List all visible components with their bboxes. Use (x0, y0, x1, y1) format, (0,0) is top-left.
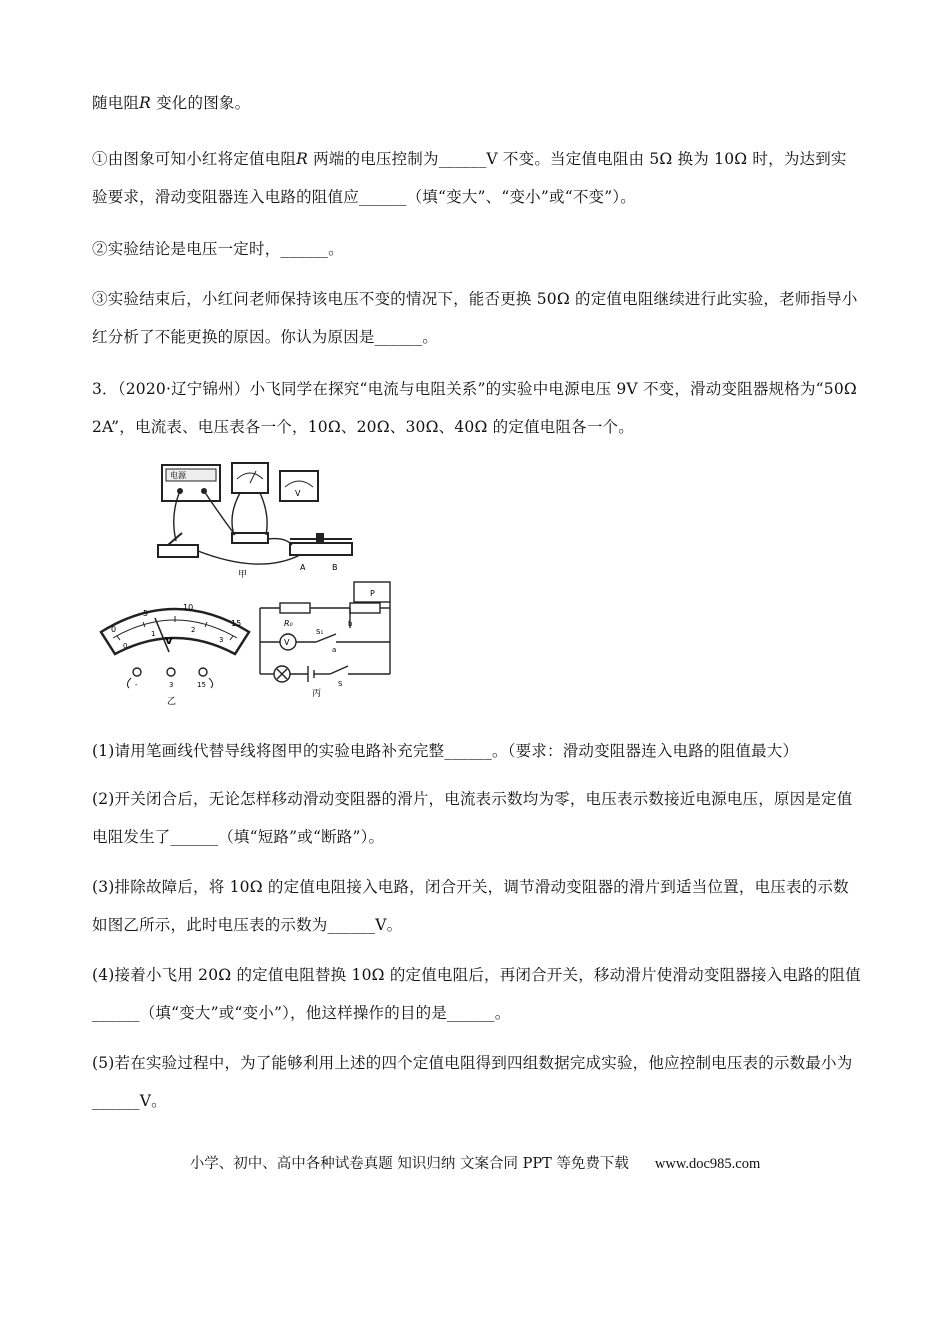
question-3-5: (5)若在实验过程中，为了能够利用上述的四个定值电阻得到四组数据完成实验，他应控制电压表的示数最小为______V。 (92, 1054, 853, 1110)
footer-text: 小学、初中、高中各种试卷真题 知识归纳 文案合同 PPT 等免费下载 (189, 1156, 629, 1172)
fixed-resistor (232, 533, 268, 543)
svg-text:S₁: S₁ (316, 628, 324, 636)
svg-text:V: V (284, 638, 290, 647)
svg-text:0: 0 (123, 642, 128, 650)
paragraph-intro: 随电阻R 变化的图象。 (92, 94, 251, 112)
power-supply-label: 电源 (170, 471, 186, 480)
svg-text:P: P (370, 589, 375, 598)
svg-text:V: V (295, 489, 301, 498)
switch (158, 545, 198, 557)
question-3-4: (4)接着小飞用 20Ω 的定值电阻替换 10Ω 的定值电阻后，再闭合开关，移动滑片使滑动变阻器接入电路的阻值______（填“变大”或“变小”），他这样操作的目的是______。 (92, 966, 861, 1022)
rheostat (290, 543, 352, 555)
question-3-2: (2)开关闭合后，无论怎样移动滑动变阻器的滑片，电流表示数均为零，电压表示数接近电源电压，原因是定值电阻发生了______（填“短路”或“断路”）。 (92, 790, 853, 846)
page-footer (0, 1152, 950, 1173)
svg-text:b: b (348, 620, 353, 628)
svg-text:A: A (300, 563, 306, 572)
svg-text:S: S (338, 680, 343, 688)
svg-text:B: B (332, 563, 338, 572)
figure-caption-b: 乙 (167, 697, 177, 707)
question-2-3: ③实验结束后，小红问老师保持该电压不变的情况下，能否更换 50Ω 的定值电阻继续进行此实验，老师指导小红分析了不能更换的原因。你认为原因是______。 (92, 290, 858, 346)
svg-text:15: 15 (231, 619, 242, 628)
footer-url[interactable]: www.doc985.com (654, 1156, 761, 1172)
figure-caption-a: 甲 (238, 570, 248, 580)
svg-text:a: a (332, 646, 337, 654)
svg-text:15: 15 (197, 681, 206, 689)
figure-caption-c: 丙 (312, 689, 322, 698)
question-2-2: ②实验结论是电压一定时，______。 (92, 240, 344, 258)
svg-text:2: 2 (191, 626, 196, 634)
svg-text:V: V (165, 636, 173, 647)
svg-text:1: 1 (151, 630, 156, 638)
svg-text:R₀: R₀ (284, 619, 293, 628)
svg-text:5: 5 (143, 609, 149, 618)
svg-text:3: 3 (169, 681, 174, 689)
figure-apparatus (120, 455, 380, 580)
question-3-3: (3)排除故障后，将 10Ω 的定值电阻接入电路，闭合开关，调节滑动变阻器的滑片到适当位置，电压表的示数如图乙所示，此时电压表的示数为______V。 (92, 878, 849, 934)
question-2-1: ①由图象可知小红将定值电阻R 两端的电压控制为______V 不变。当定值电阻由 5Ω 换为 10Ω 时，为达到实验要求，滑动变阻器连入电路的阻值应______（填“变大”、“变小”或“不变”）。 (92, 150, 847, 206)
figure-circuit-diagram (250, 578, 400, 698)
svg-text:0: 0 (111, 625, 117, 634)
figure-voltmeter-dial (95, 592, 255, 707)
question-3-1: (1)请用笔画线代替导线将图甲的实验电路补充完整______。（要求：滑动变阻器连入电路的阻值最大） (92, 742, 799, 760)
question-3-stem: 3．（2020·辽宁锦州）小飞同学在探究“电流与电阻关系”的实验中电源电压 9V 不变，滑动变阻器规格为“50Ω 2A”，电流表、电压表各一个，10Ω、20Ω、30Ω、40Ω 的定值电阻各一个。 (92, 380, 857, 436)
svg-text:-: - (135, 681, 138, 689)
svg-text:10: 10 (183, 603, 194, 612)
svg-text:3: 3 (219, 636, 224, 644)
